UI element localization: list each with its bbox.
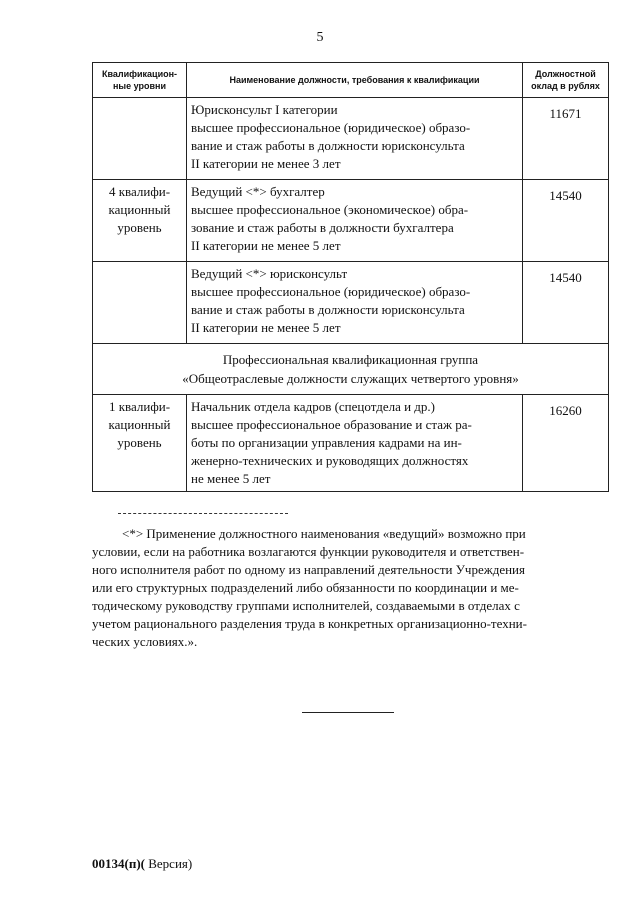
page-number: 5 <box>316 30 324 45</box>
requirement-line: II категории не менее 3 лет <box>191 156 341 171</box>
salary-cell: 14540 <box>523 180 609 262</box>
requirement-line: боты по организации управления кадрами на ин- <box>191 435 462 450</box>
qualification-table <box>92 62 609 492</box>
salary-cell: 11671 <box>523 98 609 180</box>
group-heading-line: Профессиональная квалификационная группа <box>222 352 479 367</box>
position-title: Ведущий <*> юрисконсульт <box>191 266 348 281</box>
position-cell <box>187 262 523 344</box>
position-cell <box>187 180 523 262</box>
group-heading-row <box>93 344 609 395</box>
header-salary-line: Должностной <box>535 69 596 79</box>
table-header-row <box>93 63 609 98</box>
requirement-line: вание и стаж работы в должности юрисконсульта <box>191 138 465 153</box>
table-row <box>93 262 609 344</box>
header-levels <box>93 63 187 98</box>
header-levels-line: Квалификацион- <box>101 69 178 79</box>
requirement-line: женерно-технических и руководящих должностях <box>191 453 469 468</box>
table-row <box>93 180 609 262</box>
requirement-line: II категории не менее 5 лет <box>191 238 341 253</box>
group-heading <box>93 344 609 395</box>
requirement-line: зование и стаж работы в должности бухгалтера <box>191 220 454 235</box>
footnote-line: учетом рационального разделения труда в конкретных организационно-техни- <box>92 616 527 631</box>
footnote <box>92 525 608 651</box>
document-code-version: Версия) <box>144 856 193 871</box>
position-title: Начальник отдела кадров (спецотдела и др.) <box>191 399 435 414</box>
header-position: Наименование должности, требования к квалификации <box>187 63 523 98</box>
requirement-line: высшее профессиональное (экономическое) обра- <box>191 202 469 217</box>
header-salary <box>523 63 609 98</box>
position-cell <box>187 98 523 180</box>
level-cell <box>93 395 187 492</box>
level-cell <box>93 262 187 344</box>
requirement-line: вание и стаж работы в должности юрисконсульта <box>191 302 465 317</box>
requirement-line: высшее профессиональное (юридическое) образо- <box>191 120 471 135</box>
position-cell <box>187 395 523 492</box>
requirement-line: не менее 5 лет <box>191 471 271 486</box>
footnote-separator <box>118 513 288 514</box>
footnote-line: тодическому руководству группами исполнителей, создаваемыми в отделах с <box>92 598 520 613</box>
document-code-number: 00134(п)( <box>92 856 145 871</box>
salary-cell: 16260 <box>523 395 609 492</box>
position-title: Ведущий <*> бухгалтер <box>191 184 325 199</box>
level-cell <box>93 180 187 262</box>
table-row <box>93 98 609 180</box>
footnote-line: <*> Применение должностного наименования «ведущий» возможно при <box>122 526 526 541</box>
end-divider <box>302 712 394 713</box>
salary-cell: 14540 <box>523 262 609 344</box>
position-title: Юрисконсульт I категории <box>191 102 338 117</box>
header-salary-line: оклад в рублях <box>531 81 600 91</box>
requirement-line: высшее профессиональное образование и стаж ра- <box>191 417 472 432</box>
group-heading-line: «Общеотраслевые должности служащих четвертого уровня» <box>182 371 519 386</box>
header-levels-line: ные уровни <box>112 81 166 91</box>
requirement-line: II категории не менее 5 лет <box>191 320 341 335</box>
level-text: 4 квалифи- кационный уровень <box>108 184 171 235</box>
level-text: 1 квалифи- кационный уровень <box>108 399 171 450</box>
footnote-line: или его структурных подразделений либо обязанности по координации и ме- <box>92 580 519 595</box>
footnote-line: ческих условиях.». <box>92 634 198 649</box>
footnote-line: ного исполнителя работ по одному из направлений деятельности Учреждения <box>92 562 525 577</box>
requirement-line: высшее профессиональное (юридическое) образо- <box>191 284 471 299</box>
level-cell <box>93 98 187 180</box>
document-code <box>92 856 192 872</box>
footnote-line: условии, если на работника возлагаются функции руководителя и ответствен- <box>92 544 525 559</box>
table-row <box>93 395 609 492</box>
